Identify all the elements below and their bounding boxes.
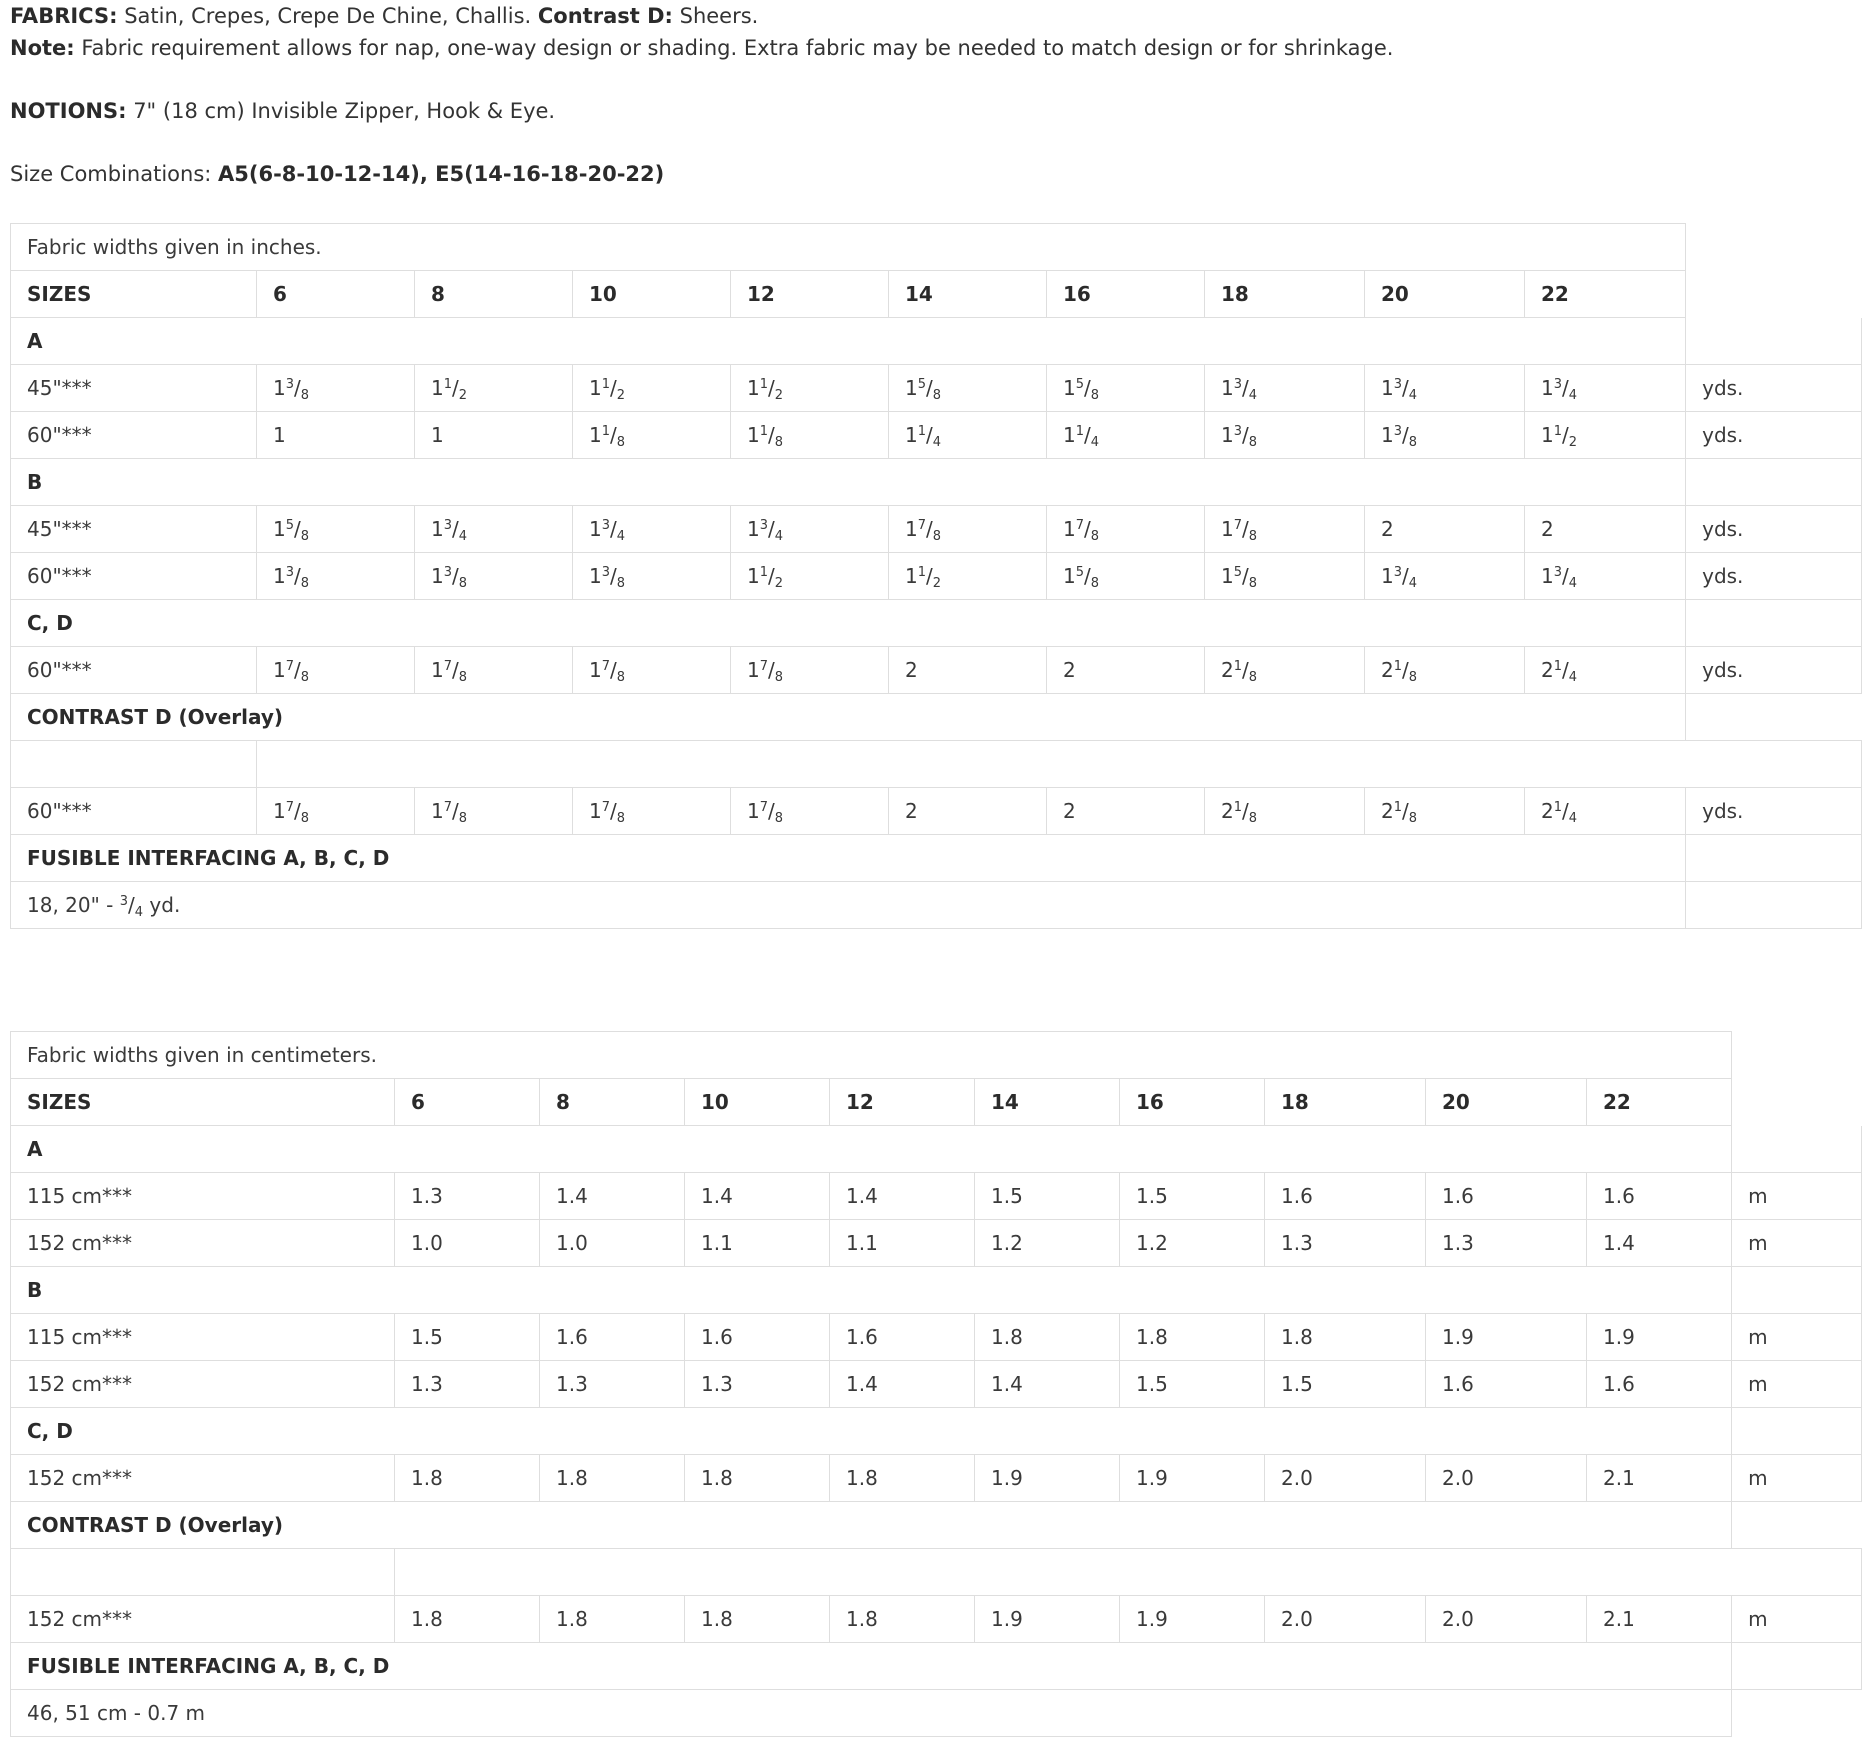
- size-combinations-line: [10, 158, 1850, 190]
- view-header-row: [11, 459, 1862, 506]
- yardage-value: 1 $^3/_8$: [1365, 412, 1525, 459]
- yardage-value: 2.0: [1265, 1596, 1426, 1643]
- yardage-value: 1.6: [1587, 1173, 1732, 1220]
- interfacing-header-row: [11, 835, 1862, 882]
- yardage-value: 1.8: [1120, 1314, 1265, 1361]
- yardage-value: 1.9: [975, 1596, 1120, 1643]
- table-row: [11, 506, 1862, 553]
- size-header: 16: [1047, 271, 1205, 318]
- yardage-value: 1 $^5/_8$: [257, 506, 415, 553]
- view-title: C, D: [11, 600, 1686, 647]
- contrast-text: Sheers.: [672, 4, 759, 28]
- size-header: 14: [975, 1079, 1120, 1126]
- interfacing-header-row: [11, 1643, 1862, 1690]
- yardage-value: 1.8: [540, 1596, 685, 1643]
- table-row: [11, 1314, 1862, 1361]
- yardage-value: 1.8: [830, 1596, 975, 1643]
- yardage-value: 1 $^7/_8$: [573, 647, 731, 694]
- yardage-value: 1 $^7/_8$: [257, 647, 415, 694]
- yardage-value: 1 $^1/_2$: [573, 365, 731, 412]
- yardage-value: 1.9: [1587, 1314, 1732, 1361]
- yardage-value: 1 $^5/_8$: [1047, 365, 1205, 412]
- table-row: [11, 1361, 1862, 1408]
- table-caption: Fabric widths given in inches.: [11, 224, 1686, 271]
- view-title: B: [11, 459, 1686, 506]
- empty-cell: [1686, 694, 1862, 741]
- empty-cell: [1732, 1126, 1862, 1173]
- yardage-value: 1 $^3/_8$: [415, 553, 573, 600]
- fabric-width: 152 cm***: [11, 1596, 395, 1643]
- yardage-value: 1.3: [685, 1361, 830, 1408]
- yardage-value: 1.4: [830, 1173, 975, 1220]
- fabric-width: 60"***: [11, 553, 257, 600]
- yardage-value: 2: [889, 647, 1047, 694]
- yardage-value: 1 $^1/_2$: [731, 365, 889, 412]
- size-header: 12: [731, 271, 889, 318]
- table-row: [11, 1596, 1862, 1643]
- unit-label: yds.: [1686, 553, 1862, 600]
- view-header-row: [11, 1126, 1862, 1173]
- fabric-width: 45"***: [11, 365, 257, 412]
- contrast-title: CONTRAST D (Overlay): [11, 1502, 1732, 1549]
- yardage-value: 1.8: [395, 1596, 540, 1643]
- empty-cell: [1686, 459, 1862, 506]
- note-text: Fabric requirement allows for nap, one-way design or shading. Extra fabric may be needed to match design or for shrinkage.: [74, 36, 1394, 60]
- fabric-width: 45"***: [11, 506, 257, 553]
- size-header: 6: [257, 271, 415, 318]
- yardage-value: 1 $^3/_8$: [1205, 412, 1365, 459]
- empty-cell: [1732, 1267, 1862, 1314]
- sizes-header-row: [11, 1079, 1862, 1126]
- yardage-value: 1 $^3/_4$: [573, 506, 731, 553]
- yardage-value: 1 $^5/_8$: [1205, 553, 1365, 600]
- view-header-row: [11, 1267, 1862, 1314]
- yardage-value: 2: [1047, 647, 1205, 694]
- unit-label: yds.: [1686, 506, 1862, 553]
- yardage-value: 1 $^3/_8$: [257, 365, 415, 412]
- interfacing-row: [11, 1690, 1862, 1737]
- table-row: [11, 788, 1862, 835]
- yardage-value: 1 $^7/_8$: [1047, 506, 1205, 553]
- view-header-row: [11, 1408, 1862, 1455]
- sizes-label: SIZES: [11, 1079, 395, 1126]
- centimeters-requirements-table: [10, 1031, 1862, 1737]
- size-header: 20: [1365, 271, 1525, 318]
- yardage-value: 1.6: [1265, 1173, 1426, 1220]
- yardage-value: 1 $^7/_8$: [573, 788, 731, 835]
- size-combinations-value: A5(6-8-10-12-14), E5(14-16-18-20-22): [218, 162, 665, 186]
- yardage-value: 1 $^1/_2$: [731, 553, 889, 600]
- yardage-value: 1.9: [1120, 1596, 1265, 1643]
- yardage-value: 1 $^3/_4$: [1525, 553, 1686, 600]
- empty-cell: [1686, 271, 1862, 318]
- empty-cell: [1686, 224, 1862, 271]
- yardage-value: 1.1: [685, 1220, 830, 1267]
- yardage-value: 1.3: [1426, 1220, 1587, 1267]
- yardage-value: 1.9: [1426, 1314, 1587, 1361]
- table-row: [11, 1220, 1862, 1267]
- yardage-value: 1.6: [685, 1314, 830, 1361]
- contrast-title: CONTRAST D (Overlay): [11, 694, 1686, 741]
- view-title: A: [11, 1126, 1732, 1173]
- empty-cell: [1732, 1690, 1862, 1737]
- yardage-value: 1: [415, 412, 573, 459]
- notions-text: 7" (18 cm) Invisible Zipper, Hook & Eye.: [126, 99, 556, 123]
- view-title: A: [11, 318, 1686, 365]
- yardage-value: 1.5: [1120, 1173, 1265, 1220]
- yardage-value: 1.9: [1120, 1455, 1265, 1502]
- sizes-header-row: [11, 271, 1862, 318]
- table-row: [11, 412, 1862, 459]
- yardage-value: 2 $^1/_4$: [1525, 788, 1686, 835]
- yardage-value: 1.2: [1120, 1220, 1265, 1267]
- yardage-value: 1.4: [1587, 1220, 1732, 1267]
- empty-cell: [1686, 835, 1862, 882]
- table-row: [11, 1455, 1862, 1502]
- yardage-value: 1 $^3/_8$: [573, 553, 731, 600]
- yardage-value: 1.8: [685, 1455, 830, 1502]
- notions-line: [10, 95, 1850, 127]
- empty-cell: [1732, 1079, 1862, 1126]
- fabric-width: 115 cm***: [11, 1173, 395, 1220]
- interfacing-text: 18, 20" - $^3/_4$ yd.: [11, 882, 1686, 929]
- yardage-value: 1.0: [540, 1220, 685, 1267]
- yardage-value: 1 $^1/_2$: [889, 553, 1047, 600]
- yardage-value: 1.3: [1265, 1220, 1426, 1267]
- caption-row: [11, 224, 1862, 271]
- yardage-value: 1.8: [1265, 1314, 1426, 1361]
- unit-label: yds.: [1686, 365, 1862, 412]
- yardage-value: 1.4: [975, 1361, 1120, 1408]
- unit-label: yds.: [1686, 647, 1862, 694]
- yardage-value: 1.8: [540, 1455, 685, 1502]
- fabrics-label: FABRICS:: [10, 4, 118, 28]
- unit-label: m: [1732, 1455, 1862, 1502]
- yardage-value: 2.0: [1265, 1455, 1426, 1502]
- yardage-value: 1.0: [395, 1220, 540, 1267]
- fabric-width: 152 cm***: [11, 1361, 395, 1408]
- yardage-value: 1.2: [975, 1220, 1120, 1267]
- empty-cell: [1732, 1643, 1862, 1690]
- yardage-value: 1.8: [830, 1455, 975, 1502]
- sizes-label: SIZES: [11, 271, 257, 318]
- yardage-value: 1.6: [1426, 1361, 1587, 1408]
- empty-cell: [257, 741, 1862, 788]
- yardage-value: 1.5: [975, 1173, 1120, 1220]
- unit-label: m: [1732, 1173, 1862, 1220]
- yardage-value: 1 $^3/_4$: [1205, 365, 1365, 412]
- yardage-value: 2: [1365, 506, 1525, 553]
- yardage-value: 2.0: [1426, 1596, 1587, 1643]
- yardage-value: 1 $^7/_8$: [1205, 506, 1365, 553]
- yardage-value: 1 $^3/_4$: [415, 506, 573, 553]
- yardage-value: 1: [257, 412, 415, 459]
- yardage-value: 2 $^1/_8$: [1205, 788, 1365, 835]
- yardage-value: 1 $^3/_4$: [731, 506, 889, 553]
- yardage-value: 1 $^7/_8$: [731, 788, 889, 835]
- yardage-value: 1 $^7/_8$: [731, 647, 889, 694]
- size-header: 8: [540, 1079, 685, 1126]
- fabric-width: 152 cm***: [11, 1220, 395, 1267]
- yardage-value: 1.8: [685, 1596, 830, 1643]
- empty-cell: [11, 1549, 395, 1596]
- unit-label: yds.: [1686, 412, 1862, 459]
- yardage-value: 1 $^7/_8$: [257, 788, 415, 835]
- contrast-header-row: [11, 694, 1862, 741]
- yardage-value: 1.6: [540, 1314, 685, 1361]
- size-header: 22: [1587, 1079, 1732, 1126]
- size-header: 16: [1120, 1079, 1265, 1126]
- yardage-value: 1.4: [540, 1173, 685, 1220]
- yardage-value: 1 $^1/_2$: [415, 365, 573, 412]
- yardage-value: 2 $^1/_8$: [1365, 647, 1525, 694]
- fabric-width: 60"***: [11, 788, 257, 835]
- yardage-value: 1 $^3/_4$: [1365, 553, 1525, 600]
- interfacing-text: 46, 51 cm - 0.7 m: [11, 1690, 1732, 1737]
- size-header: 12: [830, 1079, 975, 1126]
- fabrics-text: Satin, Crepes, Crepe De Chine, Challis.: [117, 4, 538, 28]
- yardage-value: 1 $^7/_8$: [415, 788, 573, 835]
- yardage-value: 1.1: [830, 1220, 975, 1267]
- yardage-value: 1.9: [975, 1455, 1120, 1502]
- size-header: 6: [395, 1079, 540, 1126]
- yardage-value: 2 $^1/_8$: [1205, 647, 1365, 694]
- yardage-value: 2 $^1/_4$: [1525, 647, 1686, 694]
- table-row: [11, 1173, 1862, 1220]
- unit-label: m: [1732, 1314, 1862, 1361]
- yardage-value: 1.8: [975, 1314, 1120, 1361]
- yardage-value: 1.3: [540, 1361, 685, 1408]
- empty-cell: [1686, 882, 1862, 929]
- empty-cell: [1686, 600, 1862, 647]
- table-row: [11, 553, 1862, 600]
- yardage-value: 1 $^3/_4$: [1365, 365, 1525, 412]
- yardage-value: 1.4: [685, 1173, 830, 1220]
- yardage-value: 1.5: [395, 1314, 540, 1361]
- size-header: 10: [573, 271, 731, 318]
- fabric-notes: [10, 0, 1850, 190]
- yardage-value: 1 $^5/_8$: [1047, 553, 1205, 600]
- yardage-value: 1 $^5/_8$: [889, 365, 1047, 412]
- yardage-value: 2.1: [1587, 1455, 1732, 1502]
- yardage-value: 2: [1047, 788, 1205, 835]
- yardage-value: 1.3: [395, 1173, 540, 1220]
- yardage-value: 1.6: [1426, 1173, 1587, 1220]
- yardage-value: 1 $^7/_8$: [889, 506, 1047, 553]
- view-title: B: [11, 1267, 1732, 1314]
- empty-cell: [1686, 318, 1862, 365]
- blank-row: [11, 1549, 1862, 1596]
- caption-row: [11, 1032, 1862, 1079]
- view-header-row: [11, 318, 1862, 365]
- note-label: Note:: [10, 36, 75, 60]
- yardage-value: 2.0: [1426, 1455, 1587, 1502]
- contrast-label: Contrast D:: [537, 4, 673, 28]
- yardage-value: 1.4: [830, 1361, 975, 1408]
- fabric-width: 152 cm***: [11, 1455, 395, 1502]
- fabric-width: 60"***: [11, 647, 257, 694]
- size-header: 8: [415, 271, 573, 318]
- yardage-value: 1 $^1/_8$: [731, 412, 889, 459]
- yardage-value: 1 $^1/_2$: [1525, 412, 1686, 459]
- yardage-value: 1.3: [395, 1361, 540, 1408]
- yardage-value: 1 $^7/_8$: [415, 647, 573, 694]
- note-line: [10, 32, 1850, 64]
- interfacing-row: [11, 882, 1862, 929]
- yardage-value: 1.6: [830, 1314, 975, 1361]
- yardage-value: 1.5: [1265, 1361, 1426, 1408]
- size-header: 18: [1205, 271, 1365, 318]
- notions-label: NOTIONS:: [10, 99, 127, 123]
- table-row: [11, 365, 1862, 412]
- yardage-value: 1.5: [1120, 1361, 1265, 1408]
- table-row: [11, 647, 1862, 694]
- empty-cell: [1732, 1032, 1862, 1079]
- yardage-value: 1 $^1/_4$: [889, 412, 1047, 459]
- fabrics-line: [10, 0, 1850, 32]
- interfacing-title: FUSIBLE INTERFACING A, B, C, D: [11, 835, 1686, 882]
- inches-requirements-table: [10, 223, 1862, 929]
- empty-cell: [1732, 1502, 1862, 1549]
- yardage-value: 1 $^3/_8$: [257, 553, 415, 600]
- interfacing-title: FUSIBLE INTERFACING A, B, C, D: [11, 1643, 1732, 1690]
- unit-label: yds.: [1686, 788, 1862, 835]
- size-header: 10: [685, 1079, 830, 1126]
- contrast-header-row: [11, 1502, 1862, 1549]
- fabric-width: 60"***: [11, 412, 257, 459]
- yardage-value: 1 $^3/_4$: [1525, 365, 1686, 412]
- fabric-width: 115 cm***: [11, 1314, 395, 1361]
- yardage-value: 1 $^1/_8$: [573, 412, 731, 459]
- yardage-value: 1 $^1/_4$: [1047, 412, 1205, 459]
- yardage-value: 2: [889, 788, 1047, 835]
- size-header: 14: [889, 271, 1047, 318]
- yardage-value: 2.1: [1587, 1596, 1732, 1643]
- view-header-row: [11, 600, 1862, 647]
- empty-cell: [11, 741, 257, 788]
- empty-cell: [1732, 1408, 1862, 1455]
- table-caption: Fabric widths given in centimeters.: [11, 1032, 1732, 1079]
- yardage-value: 1.8: [395, 1455, 540, 1502]
- unit-label: m: [1732, 1220, 1862, 1267]
- size-header: 18: [1265, 1079, 1426, 1126]
- unit-label: m: [1732, 1596, 1862, 1643]
- size-combinations-label: Size Combinations:: [10, 162, 219, 186]
- yardage-value: 2 $^1/_8$: [1365, 788, 1525, 835]
- size-header: 22: [1525, 271, 1686, 318]
- yardage-value: 1.6: [1587, 1361, 1732, 1408]
- blank-row: [11, 741, 1862, 788]
- yardage-value: 2: [1525, 506, 1686, 553]
- empty-cell: [395, 1549, 1862, 1596]
- unit-label: m: [1732, 1361, 1862, 1408]
- view-title: C, D: [11, 1408, 1732, 1455]
- size-header: 20: [1426, 1079, 1587, 1126]
